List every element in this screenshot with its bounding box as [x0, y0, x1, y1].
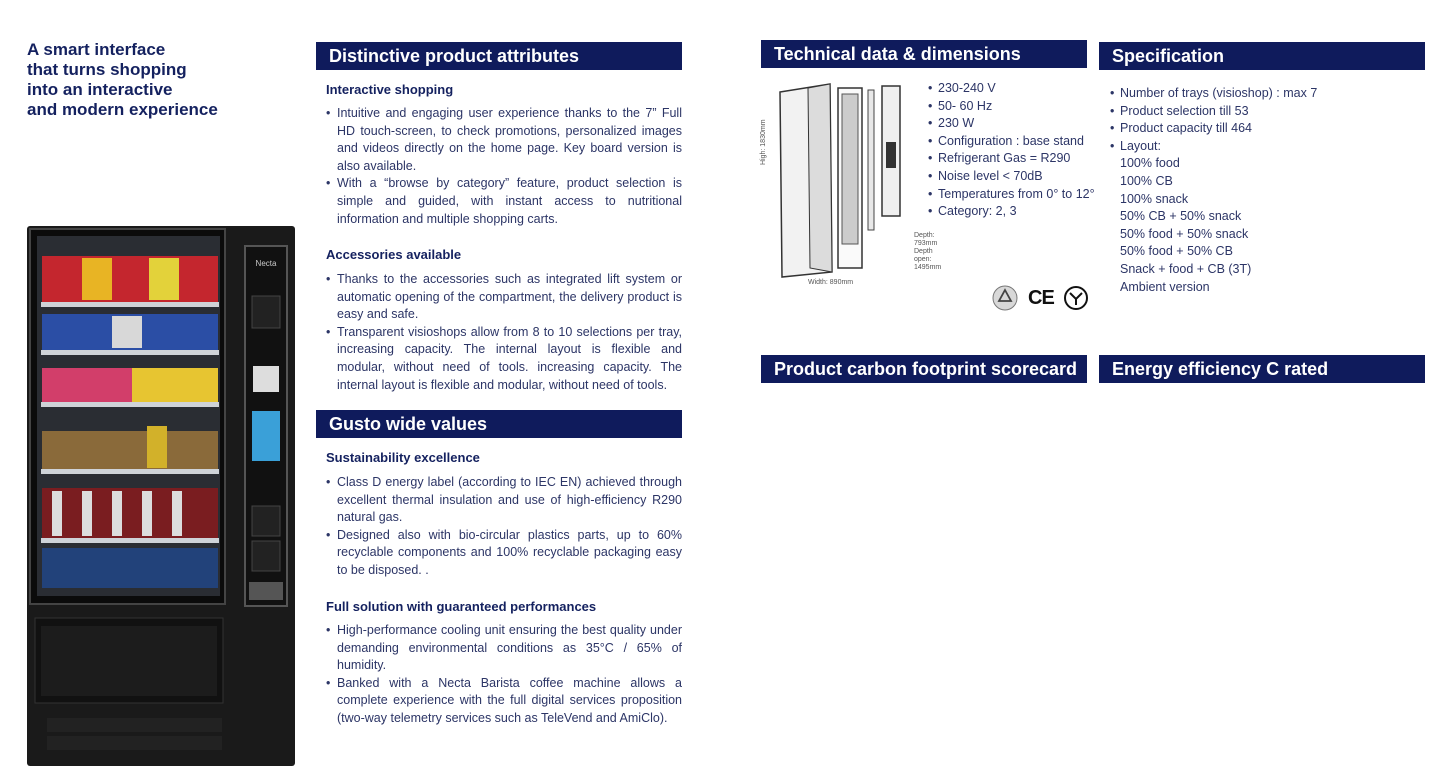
list-item: 50% food + 50% CB — [1120, 244, 1233, 259]
tray-row-3 — [41, 368, 219, 407]
imq-mark-icon — [1063, 285, 1089, 311]
list-item: • Configuration : base stand — [928, 133, 1095, 151]
tray-row-2 — [41, 314, 219, 355]
specification-header: Specification — [1099, 42, 1425, 70]
list-item: Snack + food + CB (3T) — [1120, 261, 1252, 276]
accessories-list — [326, 271, 682, 394]
list-item: • 230 W — [928, 115, 1095, 133]
list-item: • With a “browse by category” feature, product selection is simple and guided, with instant access to nutritional information and multiple shopping carts. — [326, 175, 682, 228]
energy-efficiency-header: Energy efficiency C rated — [1099, 355, 1425, 383]
list-item: • Category: 2, 3 — [928, 203, 1095, 221]
list-item: • Refrigerant Gas = R290 — [928, 150, 1095, 168]
list-item: • High-performance cooling unit ensuring the best quality under demanding environmental conditions as 35°C / 65% of humidity. — [326, 622, 682, 675]
distinctive-header: Distinctive product attributes — [316, 42, 682, 70]
list-item: • Product capacity till 464 — [1110, 120, 1317, 138]
list-item: 100% food — [1120, 156, 1180, 171]
list-item: • Product selection till 53 — [1110, 103, 1317, 121]
dimension-drawing — [770, 82, 925, 282]
tray-row-5 — [41, 488, 219, 543]
gusto-header: Gusto wide values — [316, 410, 682, 438]
machine-brand-logo: Necta — [255, 259, 277, 268]
height-label: High: 1830mm — [760, 119, 767, 165]
tagline: A smart interface that turns shopping into an interactive and modern experience — [27, 40, 218, 119]
depth-label: Depth: 793mm Depth open: 1495mm — [914, 232, 942, 271]
list-item: • 230-240 V — [928, 80, 1095, 98]
interactive-shopping-heading: Interactive shopping — [326, 82, 454, 97]
list-item: • Thanks to the accessories such as integrated lift system or automatic opening of the compartment, the delivery product is easy and safe. — [326, 271, 682, 324]
list-item: 100% snack — [1120, 191, 1189, 206]
ce-mark-icon: CE — [1028, 287, 1054, 309]
tray-row-4 — [41, 426, 219, 474]
recycle-icon — [992, 285, 1018, 311]
specification-list — [1110, 85, 1317, 296]
list-item: • Intuitive and engaging user experience thanks to the 7” Full HD touch-screen, to check promotions, personalized images and videos directly on the home page. Key board version is also available. — [326, 105, 682, 175]
list-item: • Banked with a Necta Barista coffee machine allows a complete experience with the full digital services proposition (two-way telemetry services such as TeleVend and AmiClo). — [326, 675, 682, 728]
list-item: • Layout: — [1110, 138, 1317, 156]
accessories-heading: Accessories available — [326, 247, 462, 262]
full-solution-heading: Full solution with guaranteed performances — [326, 599, 597, 614]
list-item: • Transparent visioshops allow from 8 to 10 selections per tray, increasing capacity. The internal layout is flexible and modular, without need of tools. increasing capacity. The internal layout is flexible and modular, without need of tools. — [326, 324, 682, 394]
list-item: 50% food + 50% snack — [1120, 226, 1249, 241]
width-label: Width: 890mm — [808, 279, 854, 286]
full-solution-list — [326, 622, 682, 728]
list-item: • Temperatures from 0° to 12° — [928, 186, 1095, 204]
list-item: Ambient version — [1120, 279, 1210, 294]
list-item: 50% CB + 50% snack — [1120, 209, 1242, 224]
tray-row-1 — [41, 256, 219, 307]
interactive-shopping-list — [326, 105, 682, 228]
list-item: • Number of trays (visioshop) : max 7 — [1110, 85, 1317, 103]
list-item: • 50- 60 Hz — [928, 98, 1095, 116]
technical-header: Technical data & dimensions — [761, 40, 1087, 68]
carbon-footprint-header: Product carbon footprint scorecard — [761, 355, 1087, 383]
sustainability-list — [326, 474, 682, 580]
list-item: 100% CB — [1120, 173, 1173, 188]
list-item: • Designed also with bio-circular plastics parts, up to 60% recyclable components and 100% recyclable packaging easy to be disposed. . — [326, 527, 682, 580]
technical-list — [928, 80, 1095, 221]
list-item: • Noise level < 70dB — [928, 168, 1095, 186]
sustainability-heading: Sustainability excellence — [326, 450, 480, 465]
list-item: • Class D energy label (according to IEC EN) achieved through excellent thermal insulation and use of high-efficiency R290 natural gas. — [326, 474, 682, 527]
vending-machine-image — [27, 226, 295, 766]
tray-row-6 — [42, 548, 218, 588]
